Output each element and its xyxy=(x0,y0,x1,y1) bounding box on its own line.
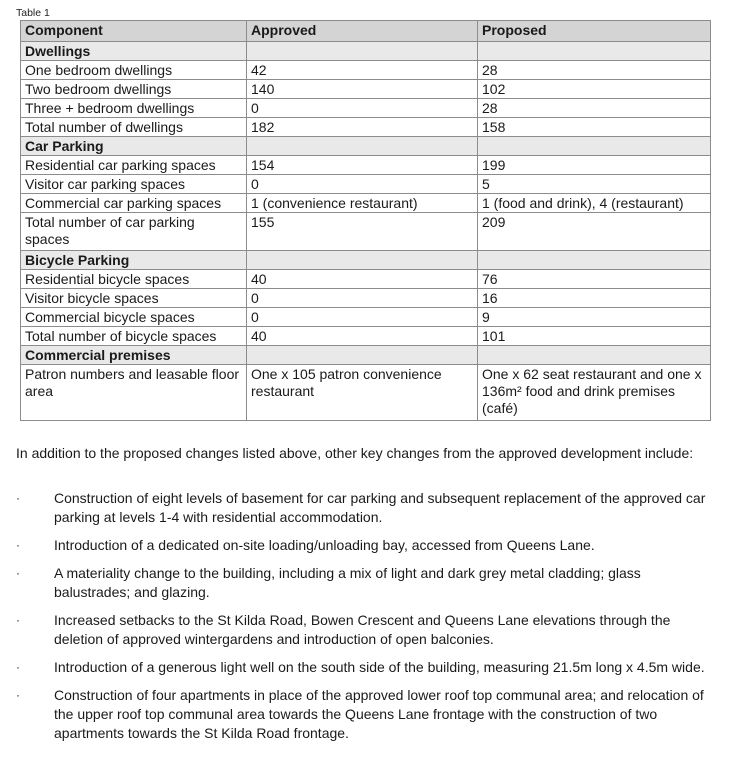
bullet-icon: · xyxy=(16,688,20,702)
table-cell: Residential car parking spaces xyxy=(21,156,247,175)
table-cell xyxy=(247,137,478,156)
table-cell: Residential bicycle spaces xyxy=(21,270,247,289)
list-item xyxy=(16,536,716,555)
table-cell: 5 xyxy=(478,175,711,194)
table-cell: One bedroom dwellings xyxy=(21,61,247,80)
header-component: Component xyxy=(21,21,247,42)
list-item-text: Introduction of a generous light well on the south side of the building, measuring 21.5m long x 4.5m wide. xyxy=(54,659,705,675)
table-cell: Three + bedroom dwellings xyxy=(21,99,247,118)
intro-paragraph: In addition to the proposed changes listed above, other key changes from the approved development include: xyxy=(16,445,694,461)
header-approved: Approved xyxy=(247,21,478,42)
table-cell xyxy=(478,137,711,156)
table-cell: 0 xyxy=(247,99,478,118)
table-cell: 158 xyxy=(478,118,711,137)
table-cell: Commercial bicycle spaces xyxy=(21,308,247,327)
table-row xyxy=(21,270,711,289)
table-cell: 209 xyxy=(478,213,711,251)
table-cell: Car Parking xyxy=(21,137,247,156)
table-cell: 101 xyxy=(478,327,711,346)
list-item-text: Construction of four apartments in place of the approved lower roof top communal area; and relocation of the upper roof top communal area towards the Queens Lane frontage with the construction of two apartments towards the St Kilda Road frontage. xyxy=(54,687,704,741)
bullet-icon: · xyxy=(16,491,20,505)
bullet-icon: · xyxy=(16,538,20,552)
table-cell: 28 xyxy=(478,99,711,118)
table-cell xyxy=(247,251,478,270)
list-item-text: Increased setbacks to the St Kilda Road, Bowen Crescent and Queens Lane elevations through the deletion of approved wintergardens and introduction of open balconies. xyxy=(54,612,671,647)
list-item xyxy=(16,489,716,527)
list-item xyxy=(16,658,716,677)
list-item xyxy=(16,611,716,649)
table-cell: 102 xyxy=(478,80,711,99)
header-proposed: Proposed xyxy=(478,21,711,42)
table-cell xyxy=(478,42,711,61)
list-item xyxy=(16,686,716,743)
table-cell: 182 xyxy=(247,118,478,137)
table-cell xyxy=(247,346,478,365)
table-row xyxy=(21,61,711,80)
table-row xyxy=(21,99,711,118)
table-cell: One x 62 seat restaurant and one x 136m² food and drink premises (café) xyxy=(478,365,711,421)
changes-list xyxy=(16,489,716,752)
bullet-icon: · xyxy=(16,613,20,627)
table-cell: 76 xyxy=(478,270,711,289)
table-row xyxy=(21,175,711,194)
table-cell: 40 xyxy=(247,327,478,346)
table-section-row xyxy=(21,42,711,61)
table-cell: Patron numbers and leasable floor area xyxy=(21,365,247,421)
table-cell: One x 105 patron convenience restaurant xyxy=(247,365,478,421)
list-item-text: Construction of eight levels of basement for car parking and subsequent replacement of the approved car parking at levels 1-4 with residential accommodation. xyxy=(54,490,706,525)
table-header-row xyxy=(21,21,711,42)
table-caption: Table 1 xyxy=(16,7,50,19)
table-cell: 155 xyxy=(247,213,478,251)
table-section-row xyxy=(21,251,711,270)
table-row xyxy=(21,118,711,137)
table-cell: Total number of car parking spaces xyxy=(21,213,247,251)
table-cell: 28 xyxy=(478,61,711,80)
table-cell xyxy=(247,42,478,61)
table-cell: Commercial premises xyxy=(21,346,247,365)
table-row xyxy=(21,289,711,308)
table-cell xyxy=(478,346,711,365)
table-cell xyxy=(478,251,711,270)
table-cell: Visitor bicycle spaces xyxy=(21,289,247,308)
table-row xyxy=(21,194,711,213)
table-cell: Dwellings xyxy=(21,42,247,61)
list-item-text: A materiality change to the building, including a mix of light and dark grey metal cladding; glass balustrades; and glazing. xyxy=(54,565,641,600)
table-row xyxy=(21,308,711,327)
table-cell: 0 xyxy=(247,175,478,194)
bullet-icon: · xyxy=(16,566,20,580)
table-cell: 0 xyxy=(247,308,478,327)
table-row xyxy=(21,365,711,421)
table-section-row xyxy=(21,137,711,156)
table-cell: Two bedroom dwellings xyxy=(21,80,247,99)
table-cell: Total number of dwellings xyxy=(21,118,247,137)
table-row xyxy=(21,80,711,99)
table-cell: Visitor car parking spaces xyxy=(21,175,247,194)
table-cell: 42 xyxy=(247,61,478,80)
table-row xyxy=(21,327,711,346)
table-cell: 16 xyxy=(478,289,711,308)
list-item xyxy=(16,564,716,602)
comparison-table xyxy=(20,20,711,421)
bullet-icon: · xyxy=(16,660,20,674)
table-cell: 199 xyxy=(478,156,711,175)
list-item-text: Introduction of a dedicated on-site loading/unloading bay, accessed from Queens Lane. xyxy=(54,537,595,553)
table-cell: Total number of bicycle spaces xyxy=(21,327,247,346)
table-cell: 140 xyxy=(247,80,478,99)
table-cell: 1 (convenience restaurant) xyxy=(247,194,478,213)
table-cell: Commercial car parking spaces xyxy=(21,194,247,213)
table-cell: 9 xyxy=(478,308,711,327)
table-cell: Bicycle Parking xyxy=(21,251,247,270)
table-cell: 1 (food and drink), 4 (restaurant) xyxy=(478,194,711,213)
table-body xyxy=(21,42,711,421)
table-cell: 0 xyxy=(247,289,478,308)
table-section-row xyxy=(21,346,711,365)
table-row xyxy=(21,213,711,251)
table-cell: 40 xyxy=(247,270,478,289)
table-row xyxy=(21,156,711,175)
table-cell: 154 xyxy=(247,156,478,175)
